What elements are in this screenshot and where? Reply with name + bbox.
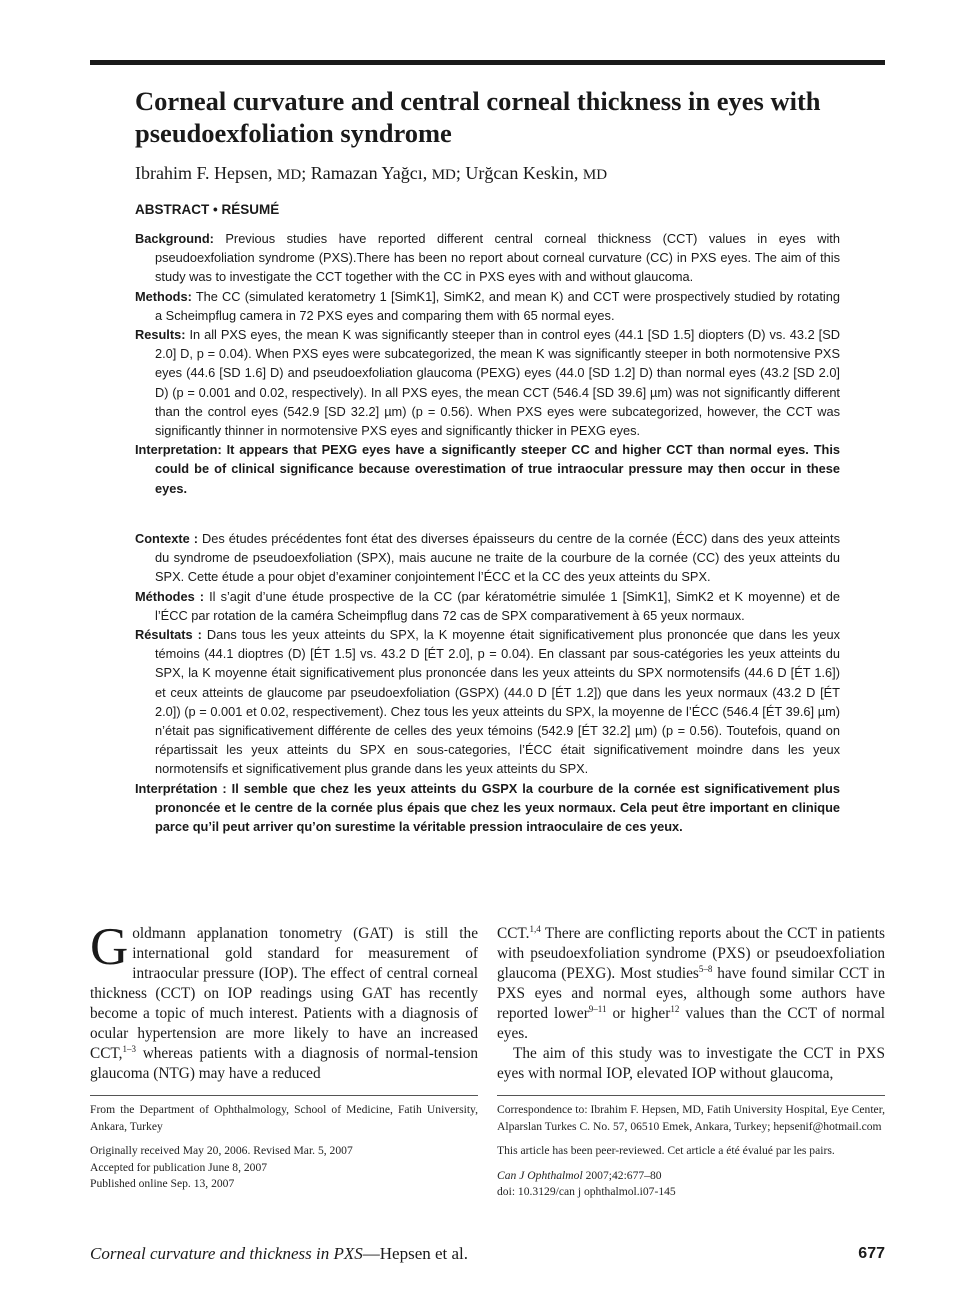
abstract-heading: ABSTRACT • RÉSUMÉ bbox=[135, 202, 280, 217]
section-label: Interpretation: bbox=[135, 442, 222, 458]
resume-contexte bbox=[135, 529, 840, 587]
section-label: Méthodes : bbox=[135, 588, 205, 604]
journal-name: Can J Ophthalmol bbox=[497, 1168, 583, 1182]
section-text: Dans tous les yeux atteints du SPX, la K moyenne était significativement plus prononcée que dans les yeux témoins (44.1 dioptres (D) [ÉT 1.5] vs. 43.2 D [ÉT 2.0], p = 0.04). En classant par sous-catégories les yeux atteints du SPX, la K moyenne était significativement plus prononcée dans les yeux atteints du SPX normotensifs (44.6 D [ÉT 1.6]) et ceux atteints de glaucome par pseudoexfoliation (GSPX) (44.0 D [ÉT 1.2]) que dans les yeux normaux (43.2 D [ÉT 2.0]) (p = 0.001 et 0.02, respectivement). Chez tous les yeux atteints du SPX, la moyenne de l’ÉCC (546.4 [ÉT 39.6] µm) n’était pas significativement différente de celles des yeux témoins (542.9 [ÉT 32.2] µm) (p = 0.56). Toutefois, quand on répartissait les yeux atteints du SPX en sous-categories, l’ÉCC était significativement moindre dans les yeux normotensifs et significativement plus grande dans les yeux atteints du SPX. bbox=[155, 627, 840, 777]
body-text: oldmann applanation tonometry (GAT) is still the international gold standard for measurement of intraocular pressure (IOP). The effect of central corneal thickness (CCT) on IOP readings using GAT has recently become a topic of much interest. Patients with a diagnosis of ocular hypertension are more likely to have an increased CCT, bbox=[90, 925, 478, 1062]
reference-superscript: 5–8 bbox=[698, 963, 713, 974]
running-title: Corneal curvature and thickness in PXS bbox=[90, 1244, 363, 1263]
footnote-rule bbox=[497, 1095, 885, 1096]
section-label: Contexte : bbox=[135, 531, 199, 546]
author-name: Ramazan Yağcı, bbox=[310, 163, 428, 183]
abstract-interpretation bbox=[135, 440, 840, 498]
abstract-background bbox=[135, 229, 840, 287]
abstract-methods bbox=[135, 287, 840, 325]
section-label: Interprétation : bbox=[135, 780, 227, 796]
section-text: Il semble que chez les yeux atteints du GSPX la courbure de la cornée est significativement plus prononcée et le centre de la cornée plus épais que chez les yeux normaux. Cela peut être important en clinique parce qu’il peut arriver qu’on surestime la véritable pression intraoculaire de ces yeux. bbox=[155, 780, 840, 835]
section-text: Previous studies have reported different central corneal thickness (CCT) values in eyes with pseudoexfoliation syndrome (PXS).There has been no report about corneal curvature (CC) in PXS eyes. The aim of this study was to investigate the CCT together with the CC in PXS eyes with and without glaucoma. bbox=[155, 231, 840, 285]
abstract-results bbox=[135, 325, 840, 440]
footnotes-left bbox=[90, 1102, 478, 1193]
top-rule bbox=[90, 60, 885, 65]
author-degree: MD bbox=[277, 167, 302, 183]
section-label: Methods: bbox=[135, 288, 192, 304]
body-text: There are conflicting reports about the CCT in patients with pseudoexfoliation syndrome (PXS) or pseudoexfoliation glaucoma (PEXG). Most studies bbox=[497, 925, 885, 982]
section-label: Résultats : bbox=[135, 627, 202, 643]
reference-superscript: 1–3 bbox=[122, 1043, 136, 1054]
aim-paragraph: The aim of this study was to investigate the CCT in PXS eyes with normal IOP, elevated IOP without glaucoma, bbox=[497, 1045, 885, 1082]
intro-paragraph-continued bbox=[497, 924, 885, 1044]
reference-superscript: 9–11 bbox=[588, 1003, 607, 1014]
correspondence-note: Correspondence to: Ibrahim F. Hepsen, MD, Fatih University Hospital, Eye Center, Alparslan Turkes C. No. 57, 06510 Emek, Ankara, Turkey; hepsenif@hotmail.com bbox=[497, 1103, 885, 1133]
body-column-left bbox=[90, 918, 478, 1084]
body-text: whereas patients with a diagnosis of normal-tension glaucoma (NTG) may have a reduced bbox=[90, 1045, 478, 1082]
footnote-rule bbox=[90, 1095, 478, 1096]
journal-citation bbox=[497, 1168, 885, 1185]
abstract-english bbox=[135, 229, 840, 498]
accepted-date: Accepted for publication June 8, 2007 bbox=[90, 1160, 268, 1174]
doi-note: doi: 10.3129/can j ophthalmol.i07-145 bbox=[497, 1185, 676, 1198]
author-separator: ; bbox=[455, 163, 461, 183]
article-title: Corneal curvature and central corneal thickness in eyes with pseudoexfoliation syndrome bbox=[135, 86, 821, 148]
reference-superscript: 12 bbox=[670, 1003, 680, 1014]
section-text: It appears that PEXG eyes have a significantly steeper CC and higher CCT than normal eyes. This could be of clinical significance because overestimation of true intraocular pressure may then occur in these eyes. bbox=[155, 442, 840, 496]
resume-interpretation bbox=[135, 779, 840, 837]
abstract-french bbox=[135, 529, 840, 836]
author-list bbox=[135, 161, 855, 187]
section-text: Des études précédentes font état des diverses épaisseurs du centre de la cornée (ÉCC) dans des yeux atteints du syndrome de pseudoexfoliation (SPX), mais aucune ne traite de la courbure de la cornée (CC) des yeux atteints du SPX. Cette étude a pour objet d’examiner conjointement l’ÉCC et la CC des yeux atteints du SPX. bbox=[155, 531, 840, 585]
intro-paragraph bbox=[90, 918, 478, 1084]
published-date: Published online Sep. 13, 2007 bbox=[90, 1177, 235, 1190]
running-footer bbox=[90, 1243, 468, 1265]
author-name: Ibrahim F. Hepsen, bbox=[135, 163, 273, 183]
body-column-right bbox=[497, 924, 885, 1084]
peer-review-note: This article has been peer-reviewed. Cet article a été évalué par les pairs. bbox=[497, 1144, 835, 1157]
drop-cap: G bbox=[90, 918, 129, 976]
author-degree: MD bbox=[431, 167, 456, 183]
running-authors: —Hepsen et al. bbox=[362, 1244, 469, 1263]
section-text: Il s’agit d’une étude prospective de la CC (par kératométrie simulée 1 [SimK1], SimK2 et K moyenne) et de l’ÉCC par rotation de la caméra Scheimpflug dans 72 cas de SPX comparativement à 65 yeux normaux. bbox=[155, 588, 840, 623]
section-label: Results: bbox=[135, 327, 186, 343]
section-text: The CC (simulated keratometry 1 [SimK1], SimK2, and mean K) and CCT were prospectively studied by rotating a Scheimpflug camera in 72 PXS eyes and comparing them with 65 normal eyes. bbox=[155, 288, 840, 323]
footnotes-right bbox=[497, 1102, 885, 1201]
body-text: have found similar CCT in PXS eyes and normal eyes, although some authors have reported lower bbox=[497, 965, 886, 1022]
author-degree: MD bbox=[582, 167, 608, 183]
section-text: In all PXS eyes, the mean K was significantly steeper than in control eyes (44.1 [SD 1.5] diopters (D) vs. 43.2 [SD 2.0] D, p = 0.04). When PXS eyes were subcategorized, the mean K was significantly steeper in both normotensive PXS eyes (44.6 [SD 1.6] D) and pseudoexfoliation glaucoma (PEXG) eyes (44.0 [SD 1.2] D) than normal eyes (43.2 [SD 2.0] D) (p = 0.001 and 0.02, respectively). In all PXS eyes, the mean CCT (546.4 [SD 39.6] µm) was not significantly different than the control eyes (542.9 [SD 32.2] µm) (p = 0.56). When PXS eyes were subcategorized, however, the CCT was significantly thinner in normotensive PXS eyes and significantly thicker in PEXG eyes. bbox=[155, 327, 840, 439]
resume-resultats bbox=[135, 625, 840, 779]
resume-methodes bbox=[135, 587, 840, 625]
author-separator: ; bbox=[301, 163, 307, 183]
body-text: or higher bbox=[606, 1005, 671, 1022]
body-text: values than the CCT of normal eyes. bbox=[497, 1005, 885, 1042]
reference-superscript: 1,4 bbox=[529, 923, 541, 934]
body-text: CCT. bbox=[497, 925, 530, 942]
affiliation-note: From the Department of Ophthalmology, School of Medicine, Fatih University, Ankara, Turkey bbox=[90, 1103, 478, 1133]
author-name: Urğcan Keskin, bbox=[465, 163, 579, 183]
section-label: Background: bbox=[135, 231, 214, 246]
page-number: 677 bbox=[858, 1245, 885, 1262]
received-date: Originally received May 20, 2006. Revised Mar. 5, 2007 bbox=[90, 1144, 353, 1157]
citation-volume: 2007;42:677–80 bbox=[582, 1168, 662, 1182]
